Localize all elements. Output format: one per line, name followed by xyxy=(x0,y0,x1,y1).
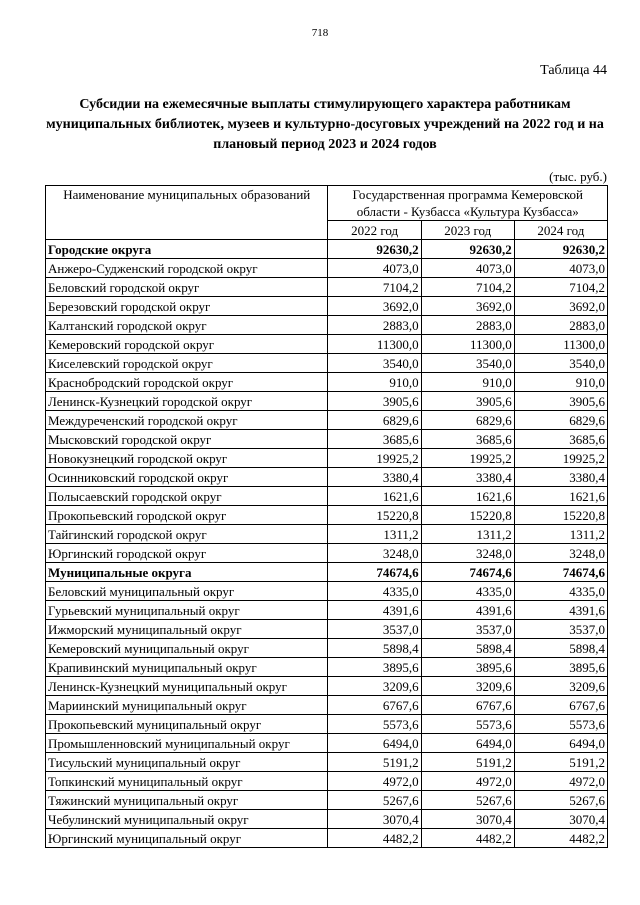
table-row xyxy=(46,791,608,810)
row-name: Мариинский муниципальный округ xyxy=(46,696,328,715)
header-year-2024: 2024 год xyxy=(514,221,607,240)
table-row xyxy=(46,544,608,563)
value-2022: 6767,6 xyxy=(328,696,421,715)
value-2022: 5898,4 xyxy=(328,639,421,658)
value-2022: 5267,6 xyxy=(328,791,421,810)
value-2024: 92630,2 xyxy=(514,240,607,259)
table-row xyxy=(46,354,608,373)
table-row xyxy=(46,696,608,715)
value-2024: 4391,6 xyxy=(514,601,607,620)
page-number: 718 xyxy=(311,27,329,39)
table-row xyxy=(46,810,608,829)
value-2024: 3537,0 xyxy=(514,620,607,639)
value-2022: 6494,0 xyxy=(328,734,421,753)
value-2024: 3895,6 xyxy=(514,658,607,677)
table-label: Таблица 44 xyxy=(540,63,607,78)
row-name: Новокузнецкий городской округ xyxy=(46,449,328,468)
value-2023: 910,0 xyxy=(421,373,514,392)
value-2022: 2883,0 xyxy=(328,316,421,335)
row-name: Чебулинский муниципальный округ xyxy=(46,810,328,829)
table-group-row xyxy=(46,240,608,259)
value-2022: 7104,2 xyxy=(328,278,421,297)
value-2024: 3685,6 xyxy=(514,430,607,449)
value-2022: 4972,0 xyxy=(328,772,421,791)
value-2022: 3537,0 xyxy=(328,620,421,639)
header-program: Государственная программа Кемеровской области - Кузбасса «Культура Кузбасса» xyxy=(328,186,608,221)
value-2023: 4073,0 xyxy=(421,259,514,278)
row-name: Осинниковский городской округ xyxy=(46,468,328,487)
value-2024: 3070,4 xyxy=(514,810,607,829)
row-name: Ленинск-Кузнецкий городской округ xyxy=(46,392,328,411)
value-2024: 3380,4 xyxy=(514,468,607,487)
header-name-column: Наименование муниципальных образований xyxy=(46,186,328,240)
value-2023: 5898,4 xyxy=(421,639,514,658)
table-row xyxy=(46,506,608,525)
value-2023: 5267,6 xyxy=(421,791,514,810)
value-2024: 6767,6 xyxy=(514,696,607,715)
value-2023: 3209,6 xyxy=(421,677,514,696)
row-name: Междуреченский городской округ xyxy=(46,411,328,430)
value-2023: 3905,6 xyxy=(421,392,514,411)
table-row xyxy=(46,411,608,430)
value-2024: 3692,0 xyxy=(514,297,607,316)
value-2022: 4335,0 xyxy=(328,582,421,601)
row-name: Кемеровский муниципальный округ xyxy=(46,639,328,658)
table-row xyxy=(46,734,608,753)
table-row xyxy=(46,582,608,601)
value-2023: 3540,0 xyxy=(421,354,514,373)
value-2023: 19925,2 xyxy=(421,449,514,468)
table-body xyxy=(46,240,608,848)
row-name: Топкинский муниципальный округ xyxy=(46,772,328,791)
value-2022: 3209,6 xyxy=(328,677,421,696)
row-name: Калтанский городской округ xyxy=(46,316,328,335)
value-2024: 4335,0 xyxy=(514,582,607,601)
row-name: Тисульский муниципальный округ xyxy=(46,753,328,772)
row-name: Краснобродский городской округ xyxy=(46,373,328,392)
row-name: Юргинский городской округ xyxy=(46,544,328,563)
row-name: Киселевский городской округ xyxy=(46,354,328,373)
table-row xyxy=(46,753,608,772)
row-name: Беловский городской округ xyxy=(46,278,328,297)
value-2024: 5898,4 xyxy=(514,639,607,658)
table-row xyxy=(46,620,608,639)
value-2023: 4335,0 xyxy=(421,582,514,601)
value-2024: 3905,6 xyxy=(514,392,607,411)
value-2024: 6494,0 xyxy=(514,734,607,753)
table-row xyxy=(46,373,608,392)
table-row xyxy=(46,677,608,696)
value-2023: 1311,2 xyxy=(421,525,514,544)
document-title: Субсидии на ежемесячные выплаты стимулирующего характера работникам муниципальных библиотек, музеев и культурно-досуговых учреждений на 2022 год и на плановый период 2023 и 2024 годов xyxy=(46,97,604,152)
row-name: Юргинский муниципальный округ xyxy=(46,829,328,848)
table-row xyxy=(46,430,608,449)
value-2023: 74674,6 xyxy=(421,563,514,582)
value-2022: 1621,6 xyxy=(328,487,421,506)
value-2022: 4391,6 xyxy=(328,601,421,620)
value-2024: 11300,0 xyxy=(514,335,607,354)
value-2023: 3685,6 xyxy=(421,430,514,449)
value-2023: 6767,6 xyxy=(421,696,514,715)
value-2022: 74674,6 xyxy=(328,563,421,582)
value-2023: 5191,2 xyxy=(421,753,514,772)
value-2023: 1621,6 xyxy=(421,487,514,506)
value-2024: 2883,0 xyxy=(514,316,607,335)
value-2023: 2883,0 xyxy=(421,316,514,335)
value-2023: 3070,4 xyxy=(421,810,514,829)
value-2023: 11300,0 xyxy=(421,335,514,354)
header-year-2023: 2023 год xyxy=(421,221,514,240)
table-row xyxy=(46,316,608,335)
row-name: Ижморский муниципальный округ xyxy=(46,620,328,639)
value-2024: 3540,0 xyxy=(514,354,607,373)
row-name: Прокопьевский городской округ xyxy=(46,506,328,525)
header-year-2022: 2022 год xyxy=(328,221,421,240)
value-2023: 4391,6 xyxy=(421,601,514,620)
row-name: Городские округа xyxy=(46,240,328,259)
value-2024: 1621,6 xyxy=(514,487,607,506)
row-name: Крапивинский муниципальный округ xyxy=(46,658,328,677)
row-name: Муниципальные округа xyxy=(46,563,328,582)
value-2022: 4482,2 xyxy=(328,829,421,848)
value-2024: 5573,6 xyxy=(514,715,607,734)
value-2022: 3895,6 xyxy=(328,658,421,677)
value-2022: 6829,6 xyxy=(328,411,421,430)
value-2024: 19925,2 xyxy=(514,449,607,468)
value-2022: 3070,4 xyxy=(328,810,421,829)
value-2024: 4482,2 xyxy=(514,829,607,848)
value-2023: 3895,6 xyxy=(421,658,514,677)
subsidies-table xyxy=(45,185,608,848)
value-2023: 5573,6 xyxy=(421,715,514,734)
units-label: (тыс. руб.) xyxy=(549,169,607,184)
value-2023: 4972,0 xyxy=(421,772,514,791)
value-2023: 3380,4 xyxy=(421,468,514,487)
row-name: Гурьевский муниципальный округ xyxy=(46,601,328,620)
value-2023: 3248,0 xyxy=(421,544,514,563)
row-name: Анжеро-Судженский городской округ xyxy=(46,259,328,278)
table-row xyxy=(46,392,608,411)
value-2022: 3685,6 xyxy=(328,430,421,449)
value-2023: 92630,2 xyxy=(421,240,514,259)
table-row xyxy=(46,772,608,791)
value-2023: 3537,0 xyxy=(421,620,514,639)
row-name: Тайгинский городской округ xyxy=(46,525,328,544)
value-2022: 3692,0 xyxy=(328,297,421,316)
table-row xyxy=(46,601,608,620)
row-name: Промышленновский муниципальный округ xyxy=(46,734,328,753)
table-row xyxy=(46,658,608,677)
table-row xyxy=(46,525,608,544)
table-row xyxy=(46,297,608,316)
value-2023: 3692,0 xyxy=(421,297,514,316)
table-row xyxy=(46,715,608,734)
row-name: Тяжинский муниципальный округ xyxy=(46,791,328,810)
value-2022: 19925,2 xyxy=(328,449,421,468)
row-name: Ленинск-Кузнецкий муниципальный округ xyxy=(46,677,328,696)
value-2022: 910,0 xyxy=(328,373,421,392)
row-name: Мысковский городской округ xyxy=(46,430,328,449)
row-name: Беловский муниципальный округ xyxy=(46,582,328,601)
value-2024: 15220,8 xyxy=(514,506,607,525)
value-2022: 3540,0 xyxy=(328,354,421,373)
value-2023: 6494,0 xyxy=(421,734,514,753)
value-2024: 6829,6 xyxy=(514,411,607,430)
row-name: Березовский городской округ xyxy=(46,297,328,316)
value-2022: 3905,6 xyxy=(328,392,421,411)
value-2022: 92630,2 xyxy=(328,240,421,259)
table-row xyxy=(46,487,608,506)
value-2024: 1311,2 xyxy=(514,525,607,544)
value-2024: 910,0 xyxy=(514,373,607,392)
row-name: Полысаевский городской округ xyxy=(46,487,328,506)
table-row xyxy=(46,259,608,278)
table-row xyxy=(46,468,608,487)
table-row xyxy=(46,829,608,848)
value-2024: 3209,6 xyxy=(514,677,607,696)
value-2024: 4073,0 xyxy=(514,259,607,278)
value-2022: 3248,0 xyxy=(328,544,421,563)
value-2022: 4073,0 xyxy=(328,259,421,278)
row-name: Прокопьевский муниципальный округ xyxy=(46,715,328,734)
table-row xyxy=(46,335,608,354)
table-row xyxy=(46,639,608,658)
value-2022: 1311,2 xyxy=(328,525,421,544)
value-2023: 15220,8 xyxy=(421,506,514,525)
value-2022: 3380,4 xyxy=(328,468,421,487)
value-2023: 6829,6 xyxy=(421,411,514,430)
value-2023: 7104,2 xyxy=(421,278,514,297)
value-2024: 4972,0 xyxy=(514,772,607,791)
value-2022: 5191,2 xyxy=(328,753,421,772)
value-2024: 5267,6 xyxy=(514,791,607,810)
value-2024: 3248,0 xyxy=(514,544,607,563)
table-group-row xyxy=(46,563,608,582)
table-row xyxy=(46,449,608,468)
value-2022: 15220,8 xyxy=(328,506,421,525)
value-2024: 7104,2 xyxy=(514,278,607,297)
value-2022: 11300,0 xyxy=(328,335,421,354)
value-2023: 4482,2 xyxy=(421,829,514,848)
row-name: Кемеровский городской округ xyxy=(46,335,328,354)
value-2024: 74674,6 xyxy=(514,563,607,582)
table-row xyxy=(46,278,608,297)
value-2024: 5191,2 xyxy=(514,753,607,772)
value-2022: 5573,6 xyxy=(328,715,421,734)
